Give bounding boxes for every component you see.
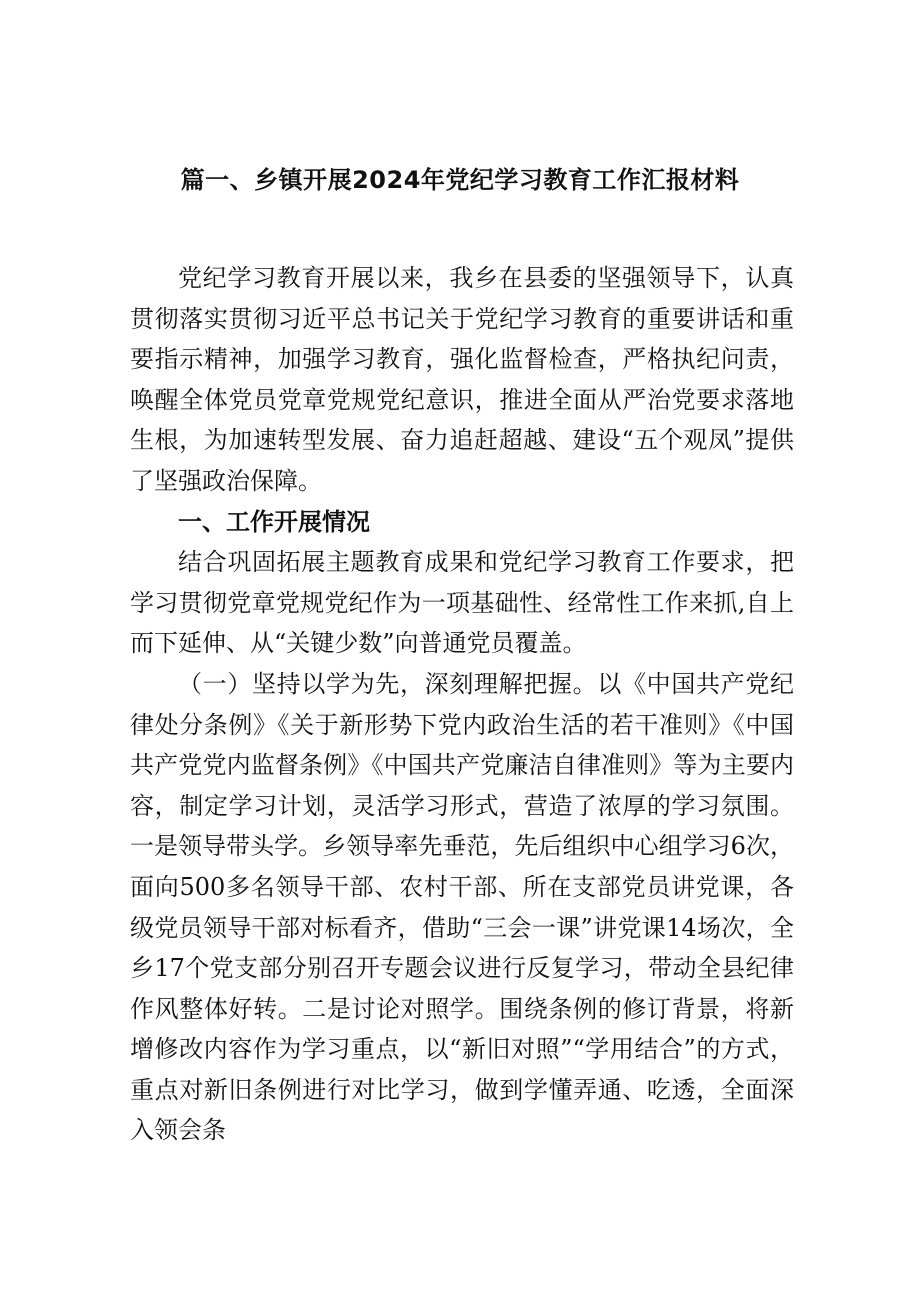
subsection-paragraph: （一）坚持以学为先，深刻理解把握。以《中国共产党纪律处分条例》《关于新形势下党内政治生活的若干准则》《中国共产党党内监督条例》《中国共产党廉洁自律准则》等为主要内容，制定学习计划，灵活学习形式，营造了浓厚的学习氛围。一是领导带头学。乡领导率先垂范，先后组织中心组学习6次，面向500多名领导干部、农村干部、所在支部党员讲党课，各级党员领导干部对标看齐，借助“三会一课”讲党课14场次，全乡17个党支部分别召开专题会议进行反复学习，带动全县纪律作风整体好转。二是讨论对照学。围绕条例的修订背景，将新增修改内容作为学习重点，以“新旧对照”“学用结合”的方式，重点对新旧条例进行对比学习，做到学懂弄通、吃透，全面深入领会条 bbox=[130, 669, 794, 1145]
document-title: 篇一、乡镇开展2024年党纪学习教育工作汇报材料 bbox=[180, 166, 740, 194]
intro-paragraph: 党纪学习教育开展以来，我乡在县委的坚强领导下，认真贯彻落实贯彻习近平总书记关于党纪学习教育的重要讲话和重要指示精神，加强学习教育，强化监督检查，严格执纪问责，唤醒全体党员党章党规党纪意识，推进全面从严治党要求落地生根，为加速转型发展、奋力追赶超越、建设“五个观凤”提供了坚强政治保障。 bbox=[130, 264, 794, 495]
section-paragraph: 结合巩固拓展主题教育成果和党纪学习教育工作要求，把学习贯彻党章党规党纪作为一项基础性、经常性工作来抓,自上而下延伸、从“关键少数”向普通党员覆盖。 bbox=[130, 548, 794, 658]
section-heading-work-status: 一、工作开展情况 bbox=[178, 507, 370, 536]
document-body bbox=[130, 258, 794, 1151]
